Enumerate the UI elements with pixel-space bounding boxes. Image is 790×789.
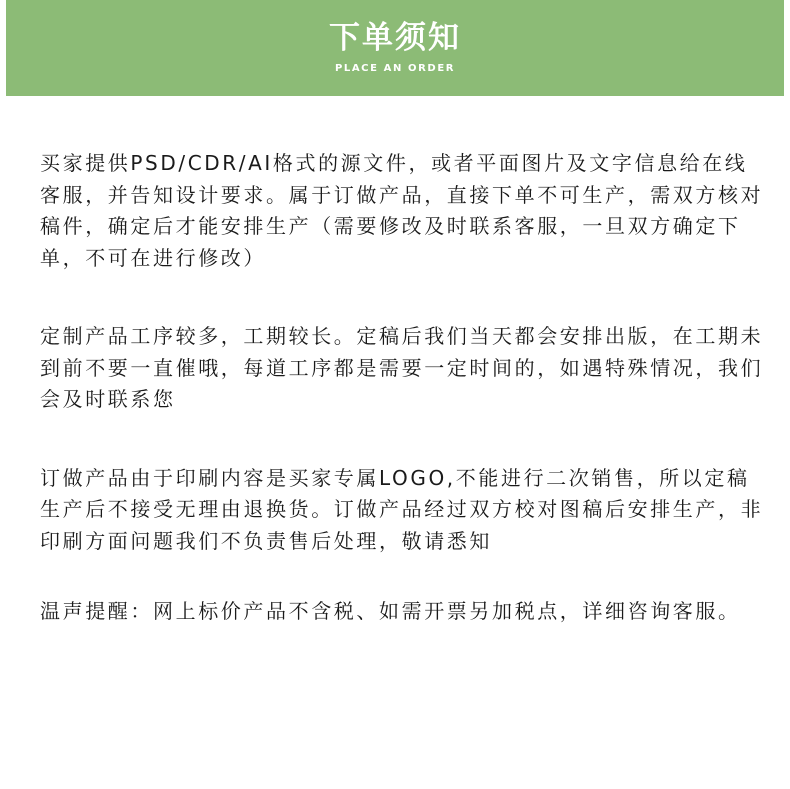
- notice-paragraph-tax-reminder: 温声提醒：网上标价产品不含税、如需开票另加税点，详细咨询客服。: [40, 599, 741, 623]
- header-banner: [6, 0, 784, 96]
- notice-paragraph-return-policy: 订做产品由于印刷内容是买家专属LOGO,不能进行二次销售，所以定稿生产后不接受无理由退换货。订做产品经过双方校对图稿后安排生产，非印刷方面问题我们不负责售后处理，敬请悉知: [40, 465, 764, 553]
- notice-paragraph-file-requirements: 买家提供PSD/CDR/AI格式的源文件，或者平面图片及文字信息给在线客服，并告知设计要求。属于订做产品，直接下单不可生产，需双方核对稿件，确定后才能安排生产（需要修改及时联系客服，一旦双方确定下单，不可在进行修改）: [40, 151, 764, 270]
- notice-paragraph-production-time: 定制产品工序较多，工期较长。定稿后我们当天都会安排出版，在工期未到前不要一直催哦，每道工序都是需要一定时间的，如遇特殊情况，我们会及时联系您: [40, 324, 764, 411]
- page-title: 下单须知: [329, 20, 461, 56]
- page-subtitle: PLACE AN ORDER: [334, 63, 456, 74]
- notice-content: [40, 148, 770, 628]
